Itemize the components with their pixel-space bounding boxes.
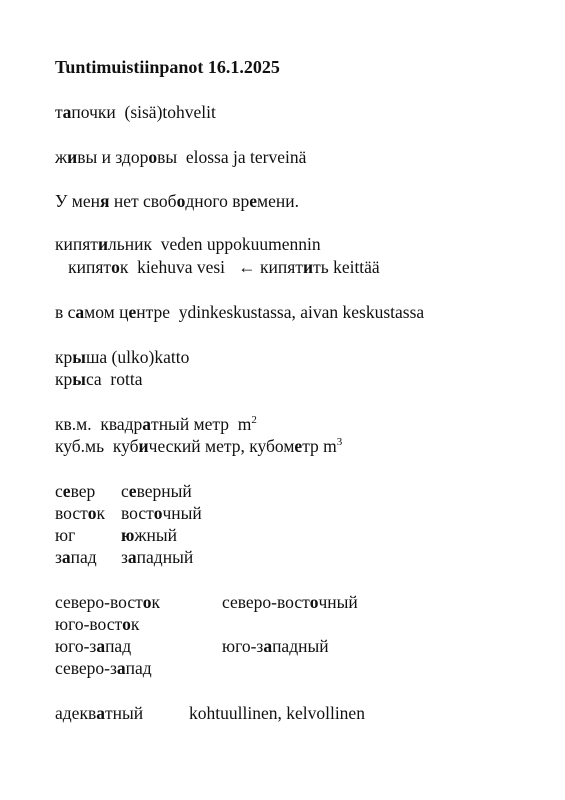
direction-word xyxy=(55,591,160,613)
sentence-line xyxy=(55,190,299,212)
text-fragment: северо-вост xyxy=(55,592,143,612)
text-fragment: тр m xyxy=(302,436,337,456)
text-fragment: вер xyxy=(70,481,96,501)
text-fragment: кр xyxy=(55,369,73,389)
text-fragment: льник veden uppokuumennin xyxy=(108,234,321,254)
text-fragment: в с xyxy=(55,302,76,322)
stress-mark: а xyxy=(61,547,71,567)
stress-mark: я xyxy=(99,191,110,211)
text-fragment: кр xyxy=(55,347,73,367)
stress-mark: а xyxy=(263,636,273,656)
stress-mark: а xyxy=(116,658,126,678)
stress-mark: и xyxy=(97,234,109,254)
text-fragment: северо-з xyxy=(55,658,117,678)
text-fragment: юг xyxy=(55,525,76,545)
stress-mark: а xyxy=(62,102,72,122)
vocab-line-kub-m xyxy=(55,435,342,457)
direction-word xyxy=(55,657,152,679)
text-fragment: юго-з xyxy=(55,636,97,656)
text-fragment: с xyxy=(121,481,129,501)
superscript: 3 xyxy=(336,436,343,449)
stress-mark: о xyxy=(122,614,131,634)
stress-mark: е xyxy=(62,481,71,501)
text-fragment: кипят xyxy=(55,234,98,254)
text-fragment: ческий метр, кубом xyxy=(148,436,295,456)
text-fragment: чный xyxy=(162,503,202,523)
stress-mark: е xyxy=(128,481,137,501)
stress-mark: а xyxy=(127,547,137,567)
direction-adjective xyxy=(121,524,177,546)
text-fragment: почки (sisä)tohvelit xyxy=(71,102,216,122)
vocab-line-v-samom-tsentre xyxy=(55,301,424,323)
text-fragment: к kiehuva vesi ← кипят xyxy=(119,257,303,277)
stress-mark: е xyxy=(294,436,303,456)
text-fragment: падный xyxy=(136,547,194,567)
text-fragment: з xyxy=(55,547,62,567)
vocab-line-tapochki xyxy=(55,101,216,123)
stress-mark: а xyxy=(142,414,152,434)
text-fragment: чный xyxy=(318,592,358,612)
stress-mark: ю xyxy=(121,525,135,545)
translation-text: kohtuullinen, kelvollinen xyxy=(189,703,365,723)
text-fragment: падный xyxy=(272,636,329,656)
text-fragment: вост xyxy=(55,503,88,523)
vocab-line-krysa xyxy=(55,368,143,390)
stress-mark: а xyxy=(96,703,105,723)
stress-mark: о xyxy=(142,592,152,612)
text-fragment: юго-вост xyxy=(55,614,123,634)
direction-adjective xyxy=(222,635,329,657)
text-fragment: ша (ulko)katto xyxy=(85,347,190,367)
stress-mark: о xyxy=(87,503,97,523)
stress-mark: о xyxy=(309,592,319,612)
stress-mark: о xyxy=(148,147,158,167)
direction-word xyxy=(55,635,131,657)
text-fragment: кв.м. квадр xyxy=(55,414,143,434)
text-fragment: вост xyxy=(121,503,154,523)
page-title: Tuntimuistiinpanot 16.1.2025 xyxy=(55,57,280,77)
stress-mark: е xyxy=(128,302,137,322)
text-fragment: к xyxy=(130,614,140,634)
direction-word xyxy=(55,502,105,524)
stress-mark: о xyxy=(111,257,120,277)
text-fragment: пад xyxy=(70,547,97,567)
vocab-line-kipyatok xyxy=(55,256,380,278)
text-fragment: к xyxy=(96,503,106,523)
stress-mark: и xyxy=(67,147,78,167)
vocab-line-zhivy xyxy=(55,146,306,168)
text-fragment: мени. xyxy=(257,191,299,211)
text-fragment: нтре ydinkeskustassa, aivan keskustassa xyxy=(136,302,425,322)
stress-mark: а xyxy=(75,302,85,322)
text-fragment: вы elossa ja terveinä xyxy=(157,147,307,167)
text-fragment: ж xyxy=(55,147,68,167)
text-fragment: верный xyxy=(136,481,192,501)
text-fragment: жный xyxy=(134,525,177,545)
direction-word xyxy=(55,613,139,635)
direction-adjective xyxy=(121,480,192,502)
vocab-line-krysha xyxy=(55,346,189,368)
vocab-line-kv-m xyxy=(55,413,257,435)
text-fragment: юго-з xyxy=(222,636,264,656)
text-fragment: тный xyxy=(104,703,144,723)
direction-adjective xyxy=(121,502,202,524)
text-fragment: са rotta xyxy=(85,369,143,389)
direction-word xyxy=(55,524,75,546)
vocab-line-adekvatny xyxy=(55,702,143,724)
text-fragment: ть keittää xyxy=(313,257,380,277)
text-fragment: пад xyxy=(105,636,132,656)
text-fragment: з xyxy=(121,547,128,567)
stress-mark: е xyxy=(249,191,257,211)
text-fragment: куб.мь куб xyxy=(55,436,139,456)
stress-mark: а xyxy=(96,636,106,656)
text-fragment: адекв xyxy=(55,703,97,723)
text-fragment: дного вр xyxy=(185,191,250,211)
text-fragment: пад xyxy=(125,658,152,678)
text-fragment: с xyxy=(55,481,63,501)
text-fragment: северо-вост xyxy=(222,592,310,612)
direction-adjective xyxy=(121,546,193,568)
text-fragment: У мен xyxy=(55,191,100,211)
vocab-line-kipyatilnik xyxy=(55,233,321,255)
direction-word xyxy=(55,546,97,568)
stress-mark: ы xyxy=(72,369,86,389)
superscript: 2 xyxy=(251,414,257,427)
stress-mark: о xyxy=(176,191,186,211)
text-fragment: мом ц xyxy=(84,302,129,322)
stress-mark: и xyxy=(138,436,149,456)
text-fragment: к xyxy=(151,592,161,612)
direction-word xyxy=(55,480,95,502)
text-fragment: тный метр m xyxy=(151,414,252,434)
text-fragment: нет своб xyxy=(109,191,177,211)
text-fragment: вы и здор xyxy=(77,147,149,167)
text-fragment: т xyxy=(55,102,63,122)
stress-mark: о xyxy=(153,503,163,523)
text-fragment: кипят xyxy=(55,257,112,277)
direction-adjective xyxy=(222,591,358,613)
stress-mark: ы xyxy=(72,347,86,367)
stress-mark: и xyxy=(302,257,314,277)
